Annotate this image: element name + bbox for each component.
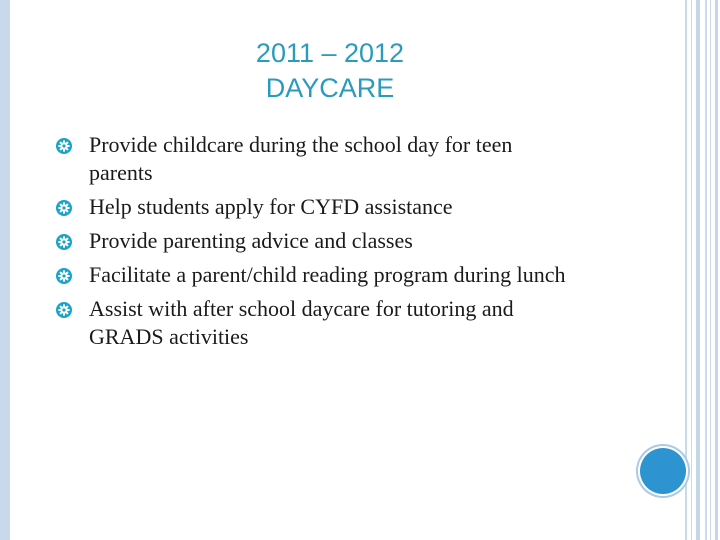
right-decor-line xyxy=(685,0,687,540)
bullet-item xyxy=(56,227,576,255)
bullet-settings-icon xyxy=(56,200,72,216)
right-decor-line xyxy=(715,0,718,540)
slide-title xyxy=(180,36,480,106)
bullet-list xyxy=(56,131,576,357)
bullet-text: Facilitate a parent/child reading program during lunch xyxy=(89,262,566,287)
bullet-text: Provide childcare during the school day for teen parents xyxy=(89,132,513,185)
bullet-item xyxy=(56,295,576,351)
right-decor-line xyxy=(705,0,707,540)
bullet-settings-icon xyxy=(56,138,72,154)
bullet-text: Help students apply for CYFD assistance xyxy=(89,194,453,219)
title-line-topic: DAYCARE xyxy=(265,73,395,103)
bullet-item xyxy=(56,261,576,289)
left-border xyxy=(0,0,10,540)
bullet-item xyxy=(56,131,576,187)
bullet-item xyxy=(56,193,576,221)
accent-circle xyxy=(640,448,686,494)
right-decor-line xyxy=(710,0,711,540)
title-line-years: 2011 – 2012 xyxy=(255,38,405,68)
bullet-settings-icon xyxy=(56,302,72,318)
bullet-text: Assist with after school daycare for tutoring and GRADS activities xyxy=(89,296,514,349)
bullet-settings-icon xyxy=(56,234,72,250)
right-decor-line xyxy=(691,0,692,540)
bullet-text: Provide parenting advice and classes xyxy=(89,228,413,253)
bullet-settings-icon xyxy=(56,268,72,284)
right-decor-line xyxy=(696,0,700,540)
